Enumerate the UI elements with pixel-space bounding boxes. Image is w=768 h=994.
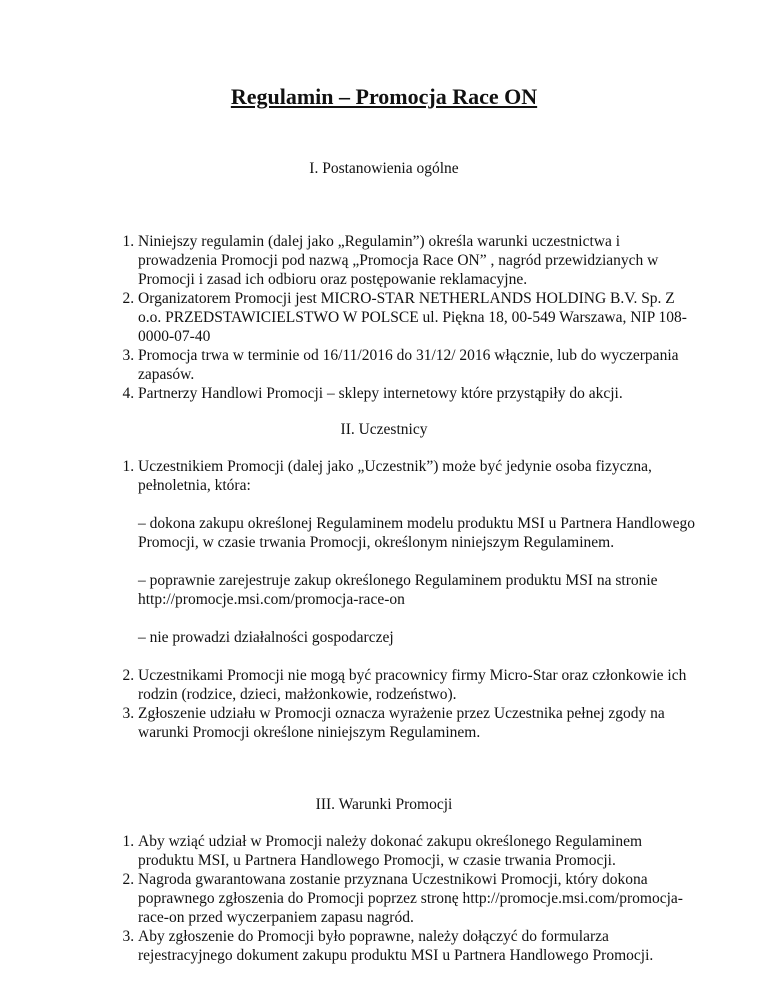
section-3-list xyxy=(108,832,698,965)
section-1-list xyxy=(108,232,698,403)
section-2-list xyxy=(108,457,698,742)
list-item: 2. Uczestnikami Promocji nie mogą być pracownicy firmy Micro-Star oraz członkowie ich rodzin (rodzice, dzieci, małżonkowie, rodzeństwo). xyxy=(138,666,698,704)
list-item xyxy=(138,457,698,647)
section-3-heading: III. Warunki Promocji xyxy=(315,796,453,813)
document-title: Regulamin – Promocja Race ON xyxy=(230,84,538,109)
list-item: 1. Niniejszy regulamin (dalej jako „Regulamin”) określa warunki uczestnictwa i prowadzenia Promocji pod nazwą „Promocja Race ON” , nagród przewidzianych w Promocji i zasad ich odbioru oraz postępowanie reklamacyjne. xyxy=(138,232,698,289)
section-2-heading: II. Uczestnicy xyxy=(340,421,428,438)
list-item: 3. Aby zgłoszenie do Promocji było poprawne, należy dołączyć do formularza rejestracyjnego dokument zakupu produktu MSI u Partnera Handlowego Promocji. xyxy=(138,927,698,965)
sub-condition-no-business: – nie prowadzi działalności gospodarczej xyxy=(138,629,394,646)
list-item: 3. Zgłoszenie udziału w Promocji oznacza wyrażenie przez Uczestnika pełnej zgody na warunki Promocji określone niniejszym Regulaminem. xyxy=(138,704,698,742)
list-item: 1. Aby wziąć udział w Promocji należy dokonać zakupu określonego Regulaminem produktu MSI, u Partnera Handlowego Promocji, w czasie trwania Promocji. xyxy=(138,832,698,870)
list-item: 4. Partnerzy Handlowi Promocji – sklepy internetowy które przystąpiły do akcji. xyxy=(138,384,698,403)
list-item-text: Uczestnikiem Promocji (dalej jako „Uczestnik”) może być jedynie osoba fizyczna, pełnoletnia, która: xyxy=(138,458,652,494)
list-item: 3. Promocja trwa w terminie od 16/11/2016 do 31/12/ 2016 włącznie, lub do wyczerpania zapasów. xyxy=(138,346,698,384)
list-item: 2. Nagroda gwarantowana zostanie przyznana Uczestnikowi Promocji, który dokona poprawnego zgłoszenia do Promocji poprzez stronę http://promocje.msi.com/promocja-race-on przed wyczerpaniem zapasu nagród. xyxy=(138,870,698,927)
section-1-heading: I. Postanowienia ogólne xyxy=(309,160,459,177)
list-item: 2. Organizatorem Promocji jest MICRO-STAR NETHERLANDS HOLDING B.V. Sp. Z o.o. PRZEDSTAWICIELSTWO W POLSCE ul. Piękna 18, 00-549 Warszawa, NIP 108-0000-07-40 xyxy=(138,289,698,346)
sub-condition-purchase: – dokona zakupu określonej Regulaminem modelu produktu MSI u Partnera Handlowego Promocji, w czasie trwania Promocji, określonym niniejszym Regulaminem. xyxy=(138,515,696,551)
sub-condition-registration: – poprawnie zarejestruje zakup określonego Regulaminem produktu MSI na stronie http://promocje.msi.com/promocja-race-on xyxy=(138,572,658,608)
